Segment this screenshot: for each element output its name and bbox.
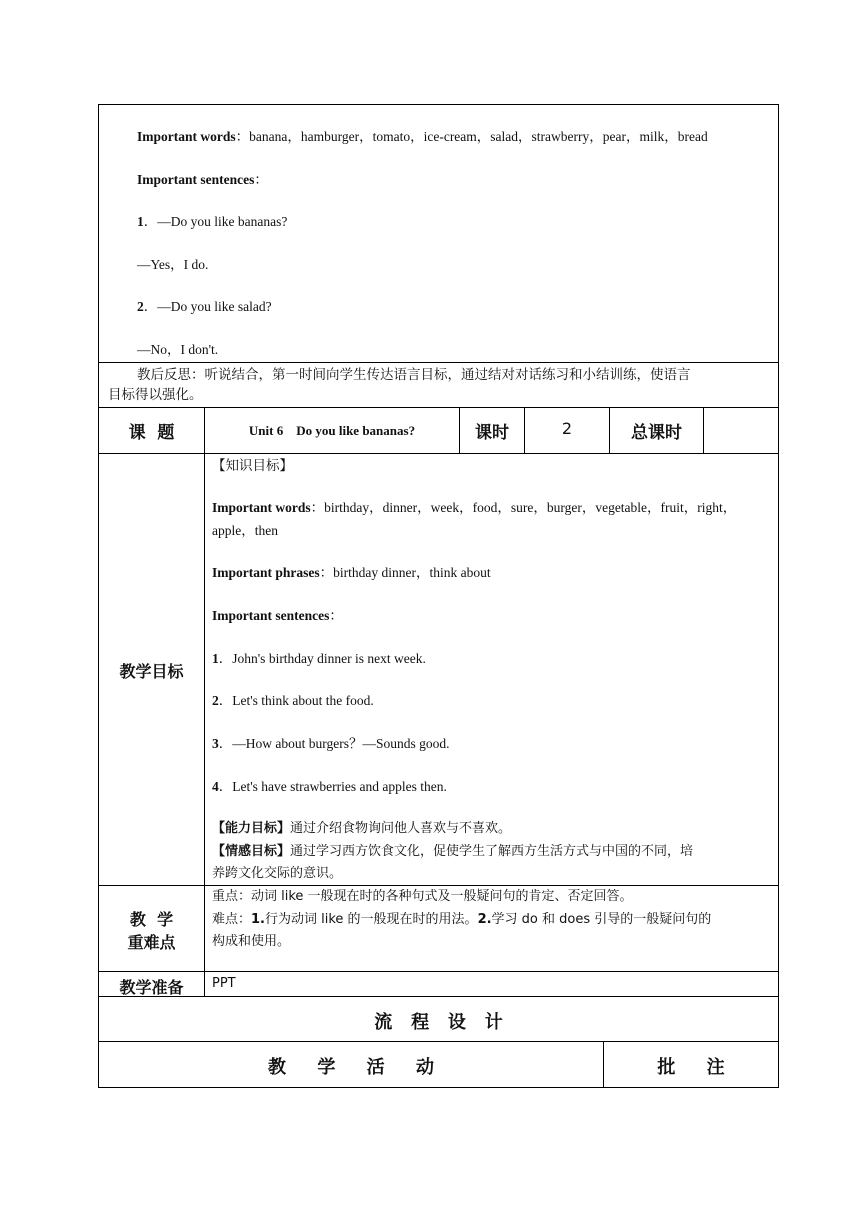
goal-words-line-2: apple，then xyxy=(212,523,278,538)
emotion-goal-line-2: 养跨文化交际的意识。 xyxy=(212,866,343,881)
sentence-text: ．—How about burgers？—Sounds good. xyxy=(218,736,450,751)
important-sentences-label: Important sentences xyxy=(137,172,255,187)
sentence-2 xyxy=(137,298,272,316)
table-border-bottom xyxy=(98,1087,779,1088)
table-border-top xyxy=(98,104,779,105)
col-divider xyxy=(703,407,704,453)
emotion-heading: 【情感目标】 xyxy=(212,844,291,859)
ability-goal xyxy=(212,820,511,838)
key-point-difficulty xyxy=(212,911,711,929)
sentence-text: ．—Do you like salad? xyxy=(143,299,272,314)
difficulty-number: 2. xyxy=(477,912,492,927)
important-words-line xyxy=(137,128,708,146)
topic-label: 课 题 xyxy=(128,423,175,443)
words-list: ：birthday，dinner，week，food，sure，burger，vegetable，fruit，right， xyxy=(310,500,737,515)
row-divider xyxy=(98,1041,779,1042)
preparation-label: 教学准备 xyxy=(119,978,184,997)
sentence-number: 4 xyxy=(212,779,219,794)
notes-label: 批 注 xyxy=(657,1057,725,1078)
important-sentences-heading xyxy=(137,171,268,189)
phrases-list: ：birthday dinner，think about xyxy=(319,565,491,580)
goal-sentence xyxy=(212,778,447,796)
knowledge-goals-heading: 【知识目标】 xyxy=(212,458,293,474)
sentence-number: 1 xyxy=(212,651,219,666)
colon: ： xyxy=(329,608,343,623)
sentence-number: 1 xyxy=(137,214,144,229)
goal-sentence xyxy=(212,692,374,710)
row-divider xyxy=(98,407,779,408)
sentence-text: ．John's birthday dinner is next week. xyxy=(218,651,426,666)
sentence-text: ．Let's have strawberries and apples then. xyxy=(218,779,447,794)
teaching-activities-label: 教 学 活 动 xyxy=(268,1057,434,1078)
difficulty-text: 行为动词 like 的一般现在时的用法。 xyxy=(265,912,478,927)
col-divider xyxy=(204,407,205,996)
row-divider xyxy=(98,453,779,454)
goal-words-line-1 xyxy=(212,499,736,517)
table-border-right xyxy=(778,104,779,1088)
emotion-text: 通过学习西方饮食文化，促使学生了解西方生活方式与中国的不同，培 xyxy=(290,844,694,859)
sentence-number: 2 xyxy=(137,299,144,314)
key-points-label-2: 重难点 xyxy=(127,933,176,952)
process-design-title: 流 程 设 计 xyxy=(374,1012,503,1033)
goal-sentence xyxy=(212,735,450,753)
reflection-line-1: 教后反思：听说结合，第一时间向学生传达语言目标，通过结对对话练习和小结训练，使语言 xyxy=(137,367,691,383)
unit-title: Unit 6 Do you like bananas? xyxy=(248,423,416,438)
sentences-label: Important sentences xyxy=(212,608,330,623)
reflection-line-2: 目标得以强化。 xyxy=(108,387,203,403)
row-divider xyxy=(98,885,779,886)
difficulty-text: 学习 do 和 does 引导的一般疑问句的 xyxy=(491,912,712,927)
emotion-goal-line-1 xyxy=(212,843,693,861)
period-label: 课时 xyxy=(475,423,509,443)
sentence-number: 3 xyxy=(212,736,219,751)
phrases-label: Important phrases xyxy=(212,565,320,580)
sentence-2-answer xyxy=(137,341,218,359)
sentence-number: 2 xyxy=(212,693,219,708)
key-points-label-1: 教 学 xyxy=(129,910,174,929)
answer-text: —Yes，I do. xyxy=(137,257,209,272)
period-value: 2 xyxy=(561,419,573,438)
important-words-label: Important words xyxy=(137,129,236,144)
answer-text: —No，I don't. xyxy=(137,342,219,357)
difficulty-prefix: 难点： xyxy=(212,912,252,927)
important-words-list: ：banana，hamburger，tomato，ice-cream，salad，strawberry，pear，milk，bread xyxy=(235,129,708,144)
key-point-difficulty-cont: 构成和使用。 xyxy=(212,934,291,949)
key-point-focus: 重点：动词 like 一般现在时的各种句式及一般疑问句的肯定、否定回答。 xyxy=(212,889,633,904)
teaching-goals-label: 教学目标 xyxy=(119,662,184,681)
words-label: Important words xyxy=(212,500,311,515)
sentence-text: ．Let's think about the food. xyxy=(218,693,374,708)
goal-phrases xyxy=(212,564,491,582)
total-period-label: 总课时 xyxy=(631,423,682,443)
preparation-value: PPT xyxy=(212,976,236,991)
colon: ： xyxy=(254,172,268,187)
ability-heading: 【能力目标】 xyxy=(212,821,291,836)
ability-text: 通过介绍食物询问他人喜欢与不喜欢。 xyxy=(290,821,512,836)
sentence-1-answer xyxy=(137,256,208,274)
sentence-1 xyxy=(137,213,287,231)
goal-sentence xyxy=(212,650,426,668)
goal-sentences-heading xyxy=(212,607,343,625)
reflection-divider xyxy=(98,362,779,363)
row-divider xyxy=(98,971,779,972)
sentence-text: ．—Do you like bananas? xyxy=(143,214,288,229)
difficulty-number: 1. xyxy=(251,912,265,927)
